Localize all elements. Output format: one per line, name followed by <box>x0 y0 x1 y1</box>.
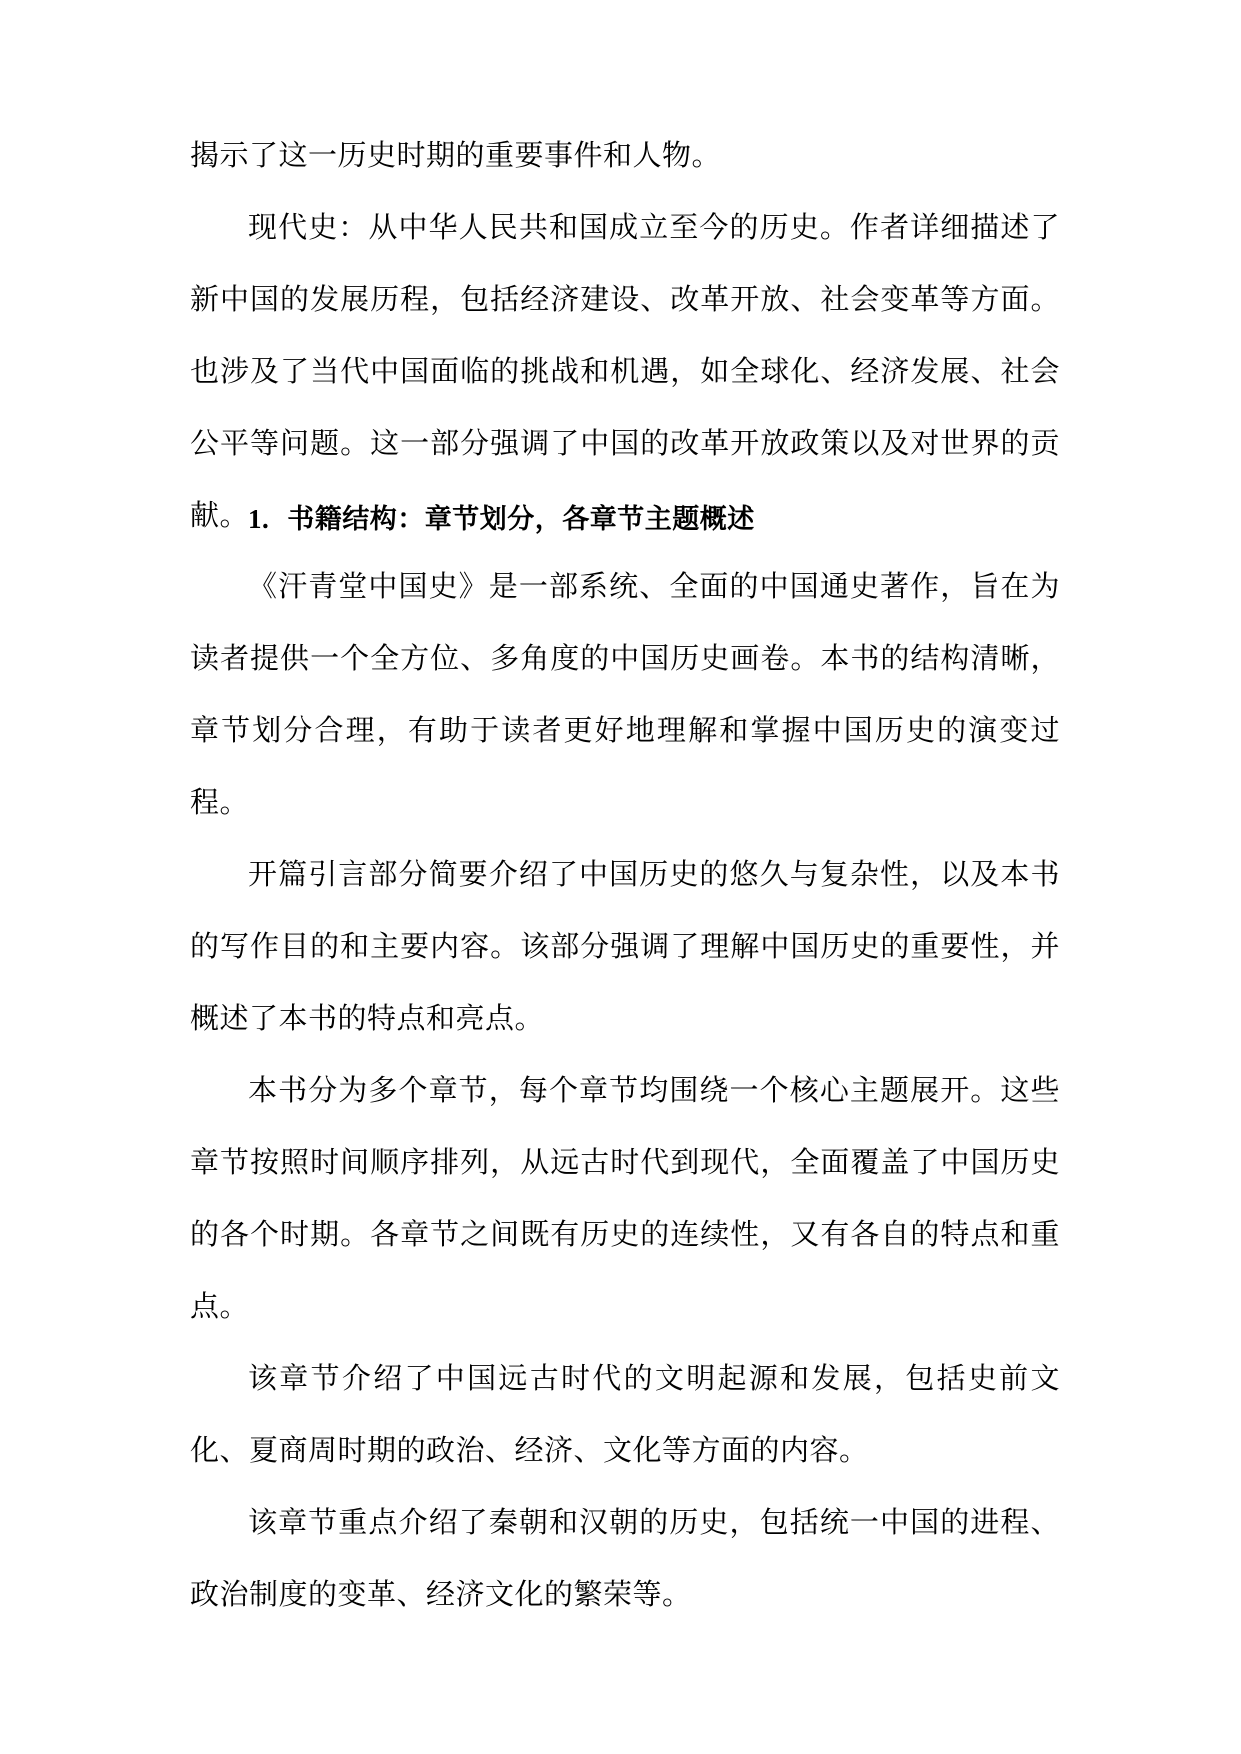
paragraph-continuation: 揭示了这一历史时期的重要事件和人物。 <box>190 138 722 172</box>
heading-text: 书籍结构：章节划分，各章节主题概述 <box>287 504 755 535</box>
heading-number: 1. <box>248 504 270 534</box>
paragraph-ancient: 该章节介绍了中国远古时代的文明起源和发展，包括史前文化、夏商周时期的政治、经济、文化等方面的内容。 <box>190 1361 1060 1467</box>
paragraph-book-intro: 《汗青堂中国史》是一部系统、全面的中国通史著作，旨在为读者提供一个全方位、多角度的中国历史画卷。本书的结构清晰，章节划分合理，有助于读者更好地理解和掌握中国历史的演变过程。 <box>190 569 1060 819</box>
paragraph-qin-han: 该章节重点介绍了秦朝和汉朝的历史，包括统一中国的进程、政治制度的变革、经济文化的繁荣等。 <box>190 1505 1060 1611</box>
paragraph-opening: 开篇引言部分简要介绍了中国历史的悠久与复杂性，以及本书的写作目的和主要内容。该部分强调了理解中国历史的重要性，并概述了本书的特点和亮点。 <box>190 857 1060 1035</box>
paragraph-modern-history: 现代史：从中华人民共和国成立至今的历史。作者详细描述了新中国的发展历程，包括经济建设、改革开放、社会变革等方面。也涉及了当代中国面临的挑战和机遇，如全球化、经济发展、社会公平等问题。这一部分强调了中国的改革开放政策以及对世界的贡献。 <box>190 210 1060 532</box>
section-heading <box>190 483 1060 556</box>
body-text-bottom <box>190 550 1060 1630</box>
heading-book-structure <box>190 483 1060 556</box>
paragraph-chapters: 本书分为多个章节，每个章节均围绕一个核心主题展开。这些章节按照时间顺序排列，从远古时代到现代，全面覆盖了中国历史的各个时期。各章节之间既有历史的连续性，又有各自的特点和重点。 <box>190 1073 1060 1323</box>
